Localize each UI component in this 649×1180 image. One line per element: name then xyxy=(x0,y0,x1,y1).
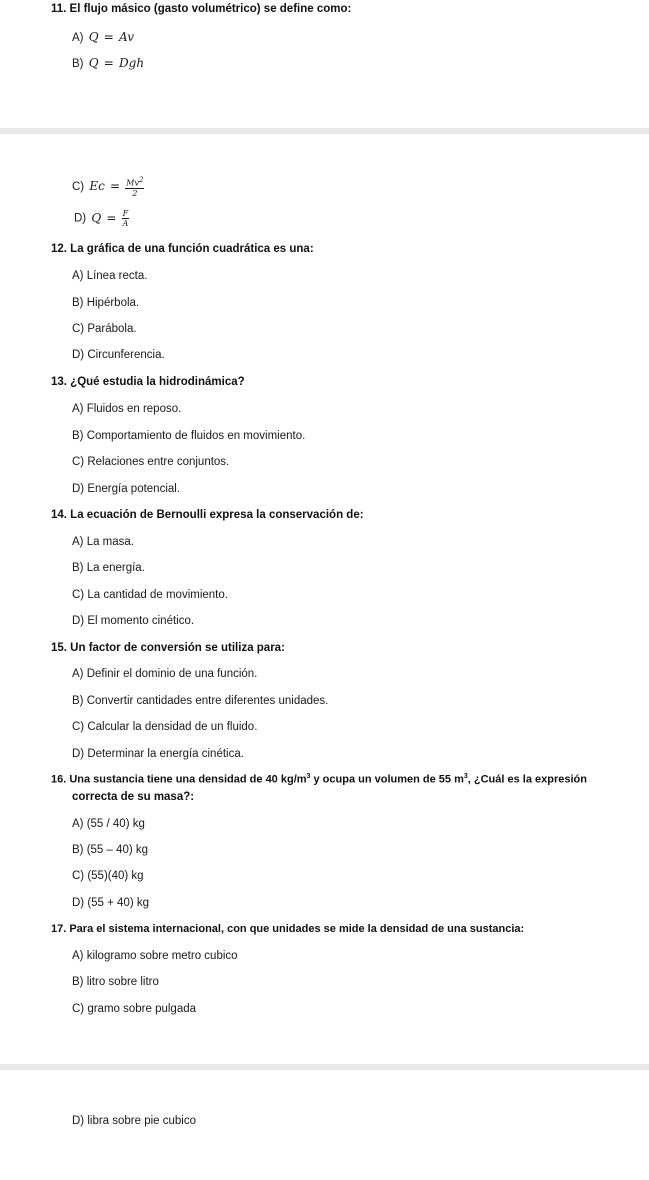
formula-equals: = xyxy=(110,178,121,193)
q16-option-d: D) (55 + 40) kg xyxy=(72,897,150,909)
formula-lhs: Q xyxy=(88,56,99,70)
q13-option-d: D) Energía potencial. xyxy=(72,483,181,495)
q11-option-d xyxy=(74,209,129,228)
formula-lhs: Q xyxy=(88,30,99,44)
question-16 xyxy=(51,773,587,786)
question-13: 13. ¿Qué estudia la hidrodinámica? xyxy=(51,376,245,388)
fraction-denominator: 2 xyxy=(132,188,138,198)
q16-option-c: C) (55)(40) kg xyxy=(72,870,144,882)
exponent: 3 xyxy=(463,773,468,780)
formula-equals: = xyxy=(106,210,117,225)
page-break xyxy=(0,1064,649,1070)
question-15: 15. Un factor de conversión se utiliza para: xyxy=(51,642,285,654)
fraction xyxy=(125,176,144,198)
fraction-numerator: Mv xyxy=(126,178,140,188)
question-16-part1: 16. Una sustancia tiene una densidad de 40 kg/m xyxy=(51,773,307,786)
q16-option-b: B) (55 – 40) kg xyxy=(72,844,149,856)
formula-equals: = xyxy=(103,30,114,44)
exponent: 3 xyxy=(306,773,311,780)
question-16-line2: correcta de su masa?: xyxy=(72,791,195,803)
formula-rhs: Dgh xyxy=(119,56,145,70)
question-11: 11. El flujo másico (gasto volumétrico) se define como: xyxy=(51,3,352,15)
q17-option-a: A) kilogramo sobre metro cubico xyxy=(72,950,238,962)
fraction-denominator: A xyxy=(122,219,129,228)
question-14: 14. La ecuación de Bernoulli expresa la conservación de: xyxy=(51,509,364,521)
q13-option-c: C) Relaciones entre conjuntos. xyxy=(72,456,230,468)
q14-option-d: D) El momento cinético. xyxy=(72,615,195,627)
formula-rhs: Av xyxy=(119,30,134,44)
q11-option-b xyxy=(72,56,144,70)
fraction xyxy=(122,209,130,228)
option-label: A) xyxy=(72,32,84,44)
q15-option-a: A) Definir el dominio de una función. xyxy=(72,668,258,680)
page-break xyxy=(0,128,649,134)
q17-option-c: C) gramo sobre pulgada xyxy=(72,1003,197,1015)
q13-option-b: B) Comportamiento de fluidos en movimiento. xyxy=(72,430,306,442)
q12-option-b: B) Hipérbola. xyxy=(72,297,140,309)
q16-option-a: A) (55 / 40) kg xyxy=(72,818,145,830)
question-16-part3: , ¿Cuál es la expresión xyxy=(467,773,587,786)
exponent: 2 xyxy=(139,176,144,184)
q15-option-b: B) Convertir cantidades entre diferentes unidades. xyxy=(72,695,329,707)
q17-option-b: B) litro sobre litro xyxy=(72,976,159,988)
formula-lhs: Ec xyxy=(89,178,105,193)
option-label: C) xyxy=(72,180,85,193)
option-label: B) xyxy=(72,58,84,70)
q17-option-d: D) libra sobre pie cubico xyxy=(72,1115,197,1127)
q15-option-d: D) Determinar la energía cinética. xyxy=(72,748,244,760)
question-16-part2: y ocupa un volumen de 55 m xyxy=(310,773,464,786)
formula-equals: = xyxy=(103,56,114,70)
q14-option-c: C) La cantidad de movimiento. xyxy=(72,589,228,601)
q12-option-c: C) Parábola. xyxy=(72,323,137,335)
question-17: 17. Para el sistema internacional, con que unidades se mide la densidad de una sustancia: xyxy=(51,923,525,935)
q14-option-a: A) La masa. xyxy=(72,536,134,548)
q15-option-c: C) Calcular la densidad de un fluido. xyxy=(72,721,258,733)
fraction-numerator: F xyxy=(122,209,129,218)
q12-option-a: A) Línea recta. xyxy=(72,270,148,282)
formula-lhs: Q xyxy=(91,210,102,225)
option-label: D) xyxy=(74,212,87,225)
question-12: 12. La gráfica de una función cuadrática es una: xyxy=(51,243,314,255)
q11-option-a xyxy=(72,30,134,44)
q12-option-d: D) Circunferencia. xyxy=(72,349,165,361)
q11-option-c xyxy=(72,176,144,198)
q14-option-b: B) La energía. xyxy=(72,562,145,574)
q13-option-a: A) Fluidos en reposo. xyxy=(72,403,182,415)
